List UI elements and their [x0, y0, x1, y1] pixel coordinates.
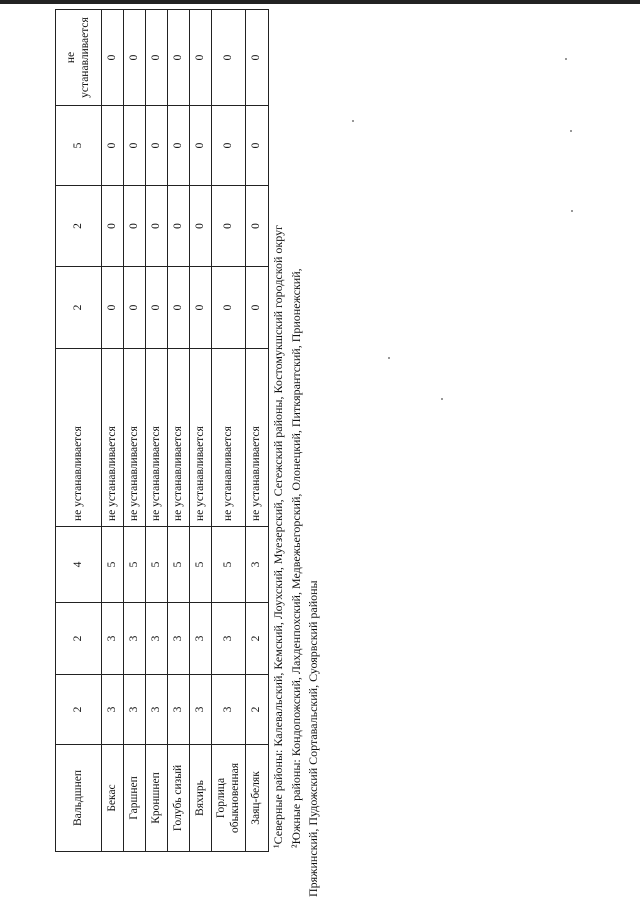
value-cell: не устанавливается — [246, 349, 269, 527]
value-cell: 0 — [102, 186, 124, 267]
value-cell: 0 — [246, 106, 269, 186]
value-cell: 0 — [124, 267, 146, 349]
species-cell: Голубь сизый — [168, 745, 190, 852]
value-cell: 5 — [124, 527, 146, 603]
value-cell: не устанавливается — [190, 349, 212, 527]
table-row — [212, 10, 246, 852]
species-cell: Вальдшнеп — [56, 745, 102, 852]
value-cell: 0 — [190, 10, 212, 106]
table-row — [124, 10, 146, 852]
value-cell: 0 — [102, 106, 124, 186]
value-cell: не устанавливается — [146, 349, 168, 527]
value-cell: 5 — [190, 527, 212, 603]
species-cell: Гаршнеп — [124, 745, 146, 852]
value-cell: 0 — [212, 267, 246, 349]
value-cell: 3 — [102, 675, 124, 745]
value-cell: 5 — [168, 527, 190, 603]
value-cell: 3 — [212, 603, 246, 675]
table-row — [168, 10, 190, 852]
value-cell: 4 — [56, 527, 102, 603]
table-row — [56, 10, 102, 852]
value-cell: 3 — [246, 527, 269, 603]
value-cell: 3 — [190, 675, 212, 745]
value-cell: 0 — [212, 186, 246, 267]
table-row — [190, 10, 212, 852]
value-cell: 0 — [190, 106, 212, 186]
value-cell: 3 — [212, 675, 246, 745]
value-cell: 2 — [56, 267, 102, 349]
value-cell: 2 — [246, 675, 269, 745]
footnotes — [270, 5, 323, 905]
value-cell: 5 — [146, 527, 168, 603]
value-cell: не устанавливается — [212, 349, 246, 527]
value-cell: 2 — [56, 603, 102, 675]
value-cell: 5 — [212, 527, 246, 603]
value-cell: 5 — [102, 527, 124, 603]
value-cell: 0 — [146, 10, 168, 106]
value-cell: 0 — [212, 106, 246, 186]
footnote-south-continued: Пряжинский, Пудожский Сортавальский, Суоярвский районы — [306, 580, 320, 897]
value-cell: 0 — [146, 186, 168, 267]
value-cell: 0 — [212, 10, 246, 106]
value-cell: 2 — [56, 186, 102, 267]
value-cell: не устанавливается — [56, 349, 102, 527]
species-cell: Заяц-беляк — [246, 745, 269, 852]
value-cell: 3 — [146, 603, 168, 675]
value-cell: 0 — [246, 186, 269, 267]
value-cell: 0 — [146, 106, 168, 186]
value-cell: 0 — [124, 186, 146, 267]
value-cell: 3 — [190, 603, 212, 675]
value-cell: 0 — [168, 10, 190, 106]
species-cell: Кроншнеп — [146, 745, 168, 852]
value-cell: не устанавливается — [124, 349, 146, 527]
species-cell: Горлица обыкновенная — [212, 745, 246, 852]
value-cell: не устанавливается — [168, 349, 190, 527]
value-cell: 0 — [190, 186, 212, 267]
table-row — [246, 10, 269, 852]
value-cell: не устанавливается — [56, 10, 102, 106]
value-cell: 0 — [124, 10, 146, 106]
species-cell: Вяхирь — [190, 745, 212, 852]
value-cell: 0 — [168, 106, 190, 186]
value-cell: 0 — [102, 267, 124, 349]
value-cell: 3 — [124, 675, 146, 745]
value-cell: 0 — [102, 10, 124, 106]
value-cell: 2 — [56, 675, 102, 745]
footnote-north: ¹Северные районы: Калевальский, Кемский, Лоухский, Муезерский, Сегежский районы, Костомукшский городской округ — [271, 225, 285, 848]
value-cell: 2 — [246, 603, 269, 675]
value-cell: 0 — [246, 267, 269, 349]
value-cell: 3 — [102, 603, 124, 675]
value-cell: 0 — [124, 106, 146, 186]
species-cell: Бекас — [102, 745, 124, 852]
value-cell: 3 — [146, 675, 168, 745]
table-row — [146, 10, 168, 852]
table-row — [102, 10, 124, 852]
value-cell: 3 — [168, 675, 190, 745]
value-cell: 0 — [146, 267, 168, 349]
value-cell: 5 — [56, 106, 102, 186]
value-cell: 0 — [168, 267, 190, 349]
value-cell: 3 — [124, 603, 146, 675]
value-cell: 0 — [168, 186, 190, 267]
value-cell: 0 — [246, 10, 269, 106]
value-cell: 0 — [190, 267, 212, 349]
value-cell: не устанавливается — [102, 349, 124, 527]
hunting-norms-table — [55, 9, 269, 852]
value-cell: 3 — [168, 603, 190, 675]
footnote-south: ²Южные районы: Кондопожский, Лахденпохский, Медвежьегорский, Олонецкий, Питкярантский, Прионежский, — [288, 268, 303, 848]
